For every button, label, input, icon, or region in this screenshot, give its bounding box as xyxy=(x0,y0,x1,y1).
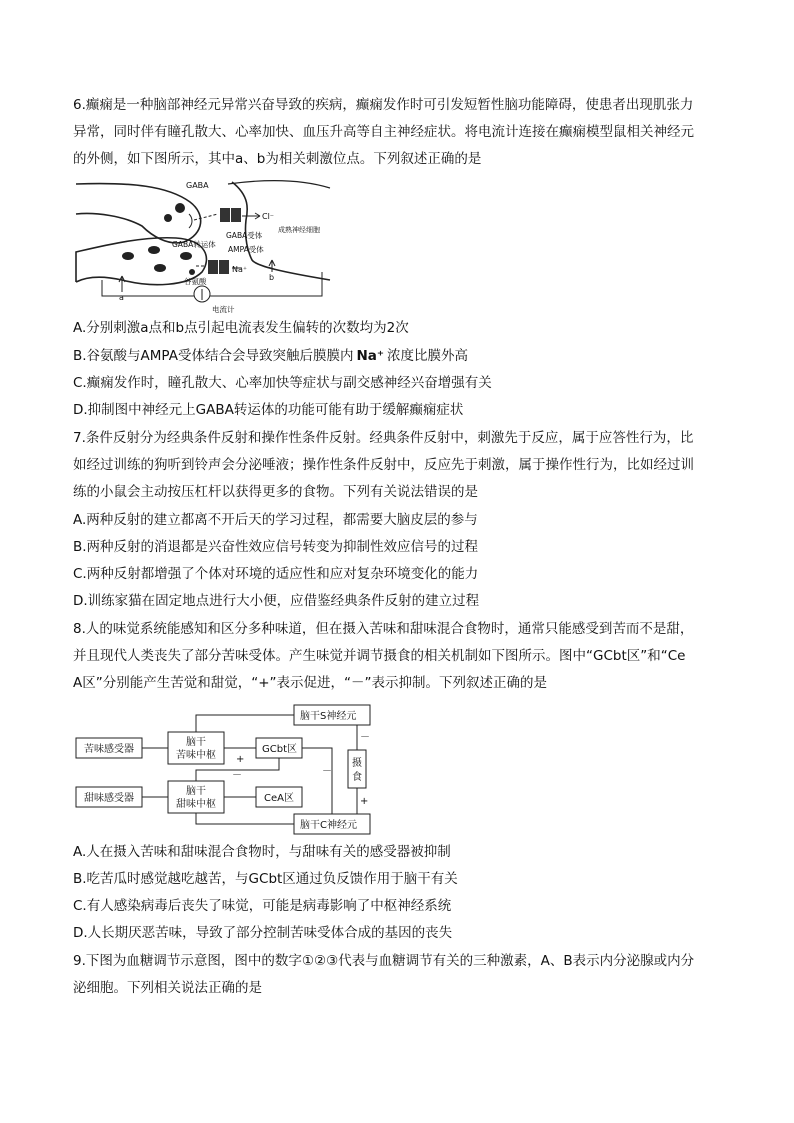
label-ampa-receptor: AMPA受体 xyxy=(228,245,264,254)
label-point-a: a xyxy=(119,293,124,302)
label-feeding-2: 食 xyxy=(352,772,362,783)
q9-stem-line-1: 9.下图为血糖调节示意图，图中的数字①②③代表与血糖调节有关的三种激素，A、B表示内分泌腺或内分 xyxy=(73,953,695,969)
q7-stem-line-2: 如经过训练的狗听到铃声会分泌唾液；操作性条件反射中，反应先于刺激，属于操作性行为，比如经过训 xyxy=(73,457,694,473)
sign-plus-feeding: + xyxy=(360,796,369,807)
label-s-neuron: 脑干S神经元 xyxy=(300,711,357,722)
q6-option-c: C.癫痫发作时，瞳孔散大、心率加快等症状与副交感神经兴奋增强有关 xyxy=(73,375,492,391)
sign-plus-gcbt: + xyxy=(236,754,245,765)
label-gaba-transporter: GABA转运体 xyxy=(172,240,216,249)
q7-option-c: C.两种反射都增强了个体对环境的适应性和应对复杂环境变化的能力 xyxy=(73,566,479,582)
q6-option-b: B.谷氨酸与AMPA受体结合会导致突触后膜膜内 Na⁺ 浓度比膜外高 xyxy=(73,348,468,364)
q8-stem-line-1: 8.人的味觉系统能感知和区分多种味道，但在摄入苦味和甜味混合食物时，通常只能感受到苦而不是甜， xyxy=(73,621,694,637)
q7-stem-line-3: 练的小鼠会主动按压杠杆以获得更多的食物。下列有关说法错误的是 xyxy=(73,484,478,500)
label-gcbt: GCbt区 xyxy=(262,744,297,755)
q6-synapse-figure xyxy=(72,176,332,316)
label-gaba: GABA xyxy=(186,181,209,190)
label-na: Na⁺ xyxy=(232,265,248,274)
q6-stem-line-1: 6.癫痫是一种脑部神经元异常兴奋导致的疾病，癫痫发作时可引发短暂性脑功能障碍，使患者出现肌张力 xyxy=(73,97,694,113)
q8-option-c: C.有人感染病毒后丧失了味觉，可能是病毒影响了中枢神经系统 xyxy=(73,898,452,914)
q8-stem-line-3: A区”分别能产生苦觉和甜觉，“+”表示促进，“－”表示抑制。下列叙述正确的是 xyxy=(73,675,548,691)
q7-option-a: A.两种反射的建立都离不开后天的学习过程，都需要大脑皮层的参与 xyxy=(73,512,478,528)
label-point-b: b xyxy=(269,273,275,282)
label-sweet-receptor: 甜味感受器 xyxy=(84,793,134,804)
upper-presynaptic-terminal xyxy=(76,184,201,243)
sign-minus-feeding: － xyxy=(360,732,370,743)
q7-option-b: B.两种反射的消退都是兴奋性效应信号转变为抑制性效应信号的过程 xyxy=(73,539,479,555)
q7-option-d: D.训练家猫在固定地点进行大小便，应借鉴经典条件反射的建立过程 xyxy=(73,593,480,609)
q9-stem-line-2: 泌细胞。下列相关说法正确的是 xyxy=(73,980,262,996)
sign-minus-inhibit: － xyxy=(232,770,242,781)
label-bitter-center-1: 脑干 xyxy=(186,737,206,748)
label-gaba-receptor: GABA受体 xyxy=(226,231,263,240)
label-bitter-receptor: 苦味感受器 xyxy=(84,744,134,755)
label-c-neuron: 脑干C神经元 xyxy=(300,820,357,831)
q6-stem-line-3: 的外侧，如下图所示，其中a、b为相关刺激位点。下列叙述正确的是 xyxy=(73,151,482,167)
q8-option-b: B.吃苦瓜时感觉越吃越苦，与GCbt区通过负反馈作用于脑干有关 xyxy=(73,871,458,887)
label-cea: CeA区 xyxy=(264,793,294,804)
q6-option-a: A.分别刺激a点和b点引起电流表发生偏转的次数均为2次 xyxy=(73,320,409,336)
label-glutamate: 谷氨酸 xyxy=(184,277,207,286)
label-feeding-1: 摄 xyxy=(352,758,362,769)
label-sweet-center-2: 甜味中枢 xyxy=(176,799,216,810)
label-bitter-center-2: 苦味中枢 xyxy=(176,750,216,761)
q7-stem-line-1: 7.条件反射分为经典条件反射和操作性条件反射。经典条件反射中，刺激先于反应，属于应答性行为，比 xyxy=(73,430,694,446)
label-galvanometer: 电流计 xyxy=(212,305,235,314)
q6-option-d: D.抑制图中神经元上GABA转运体的功能可能有助于缓解癫痫症状 xyxy=(73,402,464,418)
q8-option-a: A.人在摄入苦味和甜味混合食物时，与甜味有关的感受器被抑制 xyxy=(73,844,451,860)
q8-stem-line-2: 并且现代人类丧失了部分苦味受体。产生味觉并调节摄食的相关机制如下图所示。图中“GCbt区”和“Ce xyxy=(73,648,686,664)
label-cl: Cl⁻ xyxy=(262,212,275,221)
sodium-ion: Na⁺ xyxy=(356,348,384,364)
label-mature-neuron: 成熟神经细胞 xyxy=(278,226,320,234)
q8-option-d: D.人长期厌恶苦味，导致了部分控制苦味受体合成的基因的丧失 xyxy=(73,925,453,941)
q8-taste-mechanism-figure xyxy=(72,700,382,840)
label-sweet-center-1: 脑干 xyxy=(186,786,206,797)
q6-stem-line-2: 异常，同时伴有瞳孔散大、心率加快、血压升高等自主神经症状。将电流计连接在癫痫模型鼠相关神经元 xyxy=(73,124,694,140)
sign-minus-s: － xyxy=(322,766,332,777)
